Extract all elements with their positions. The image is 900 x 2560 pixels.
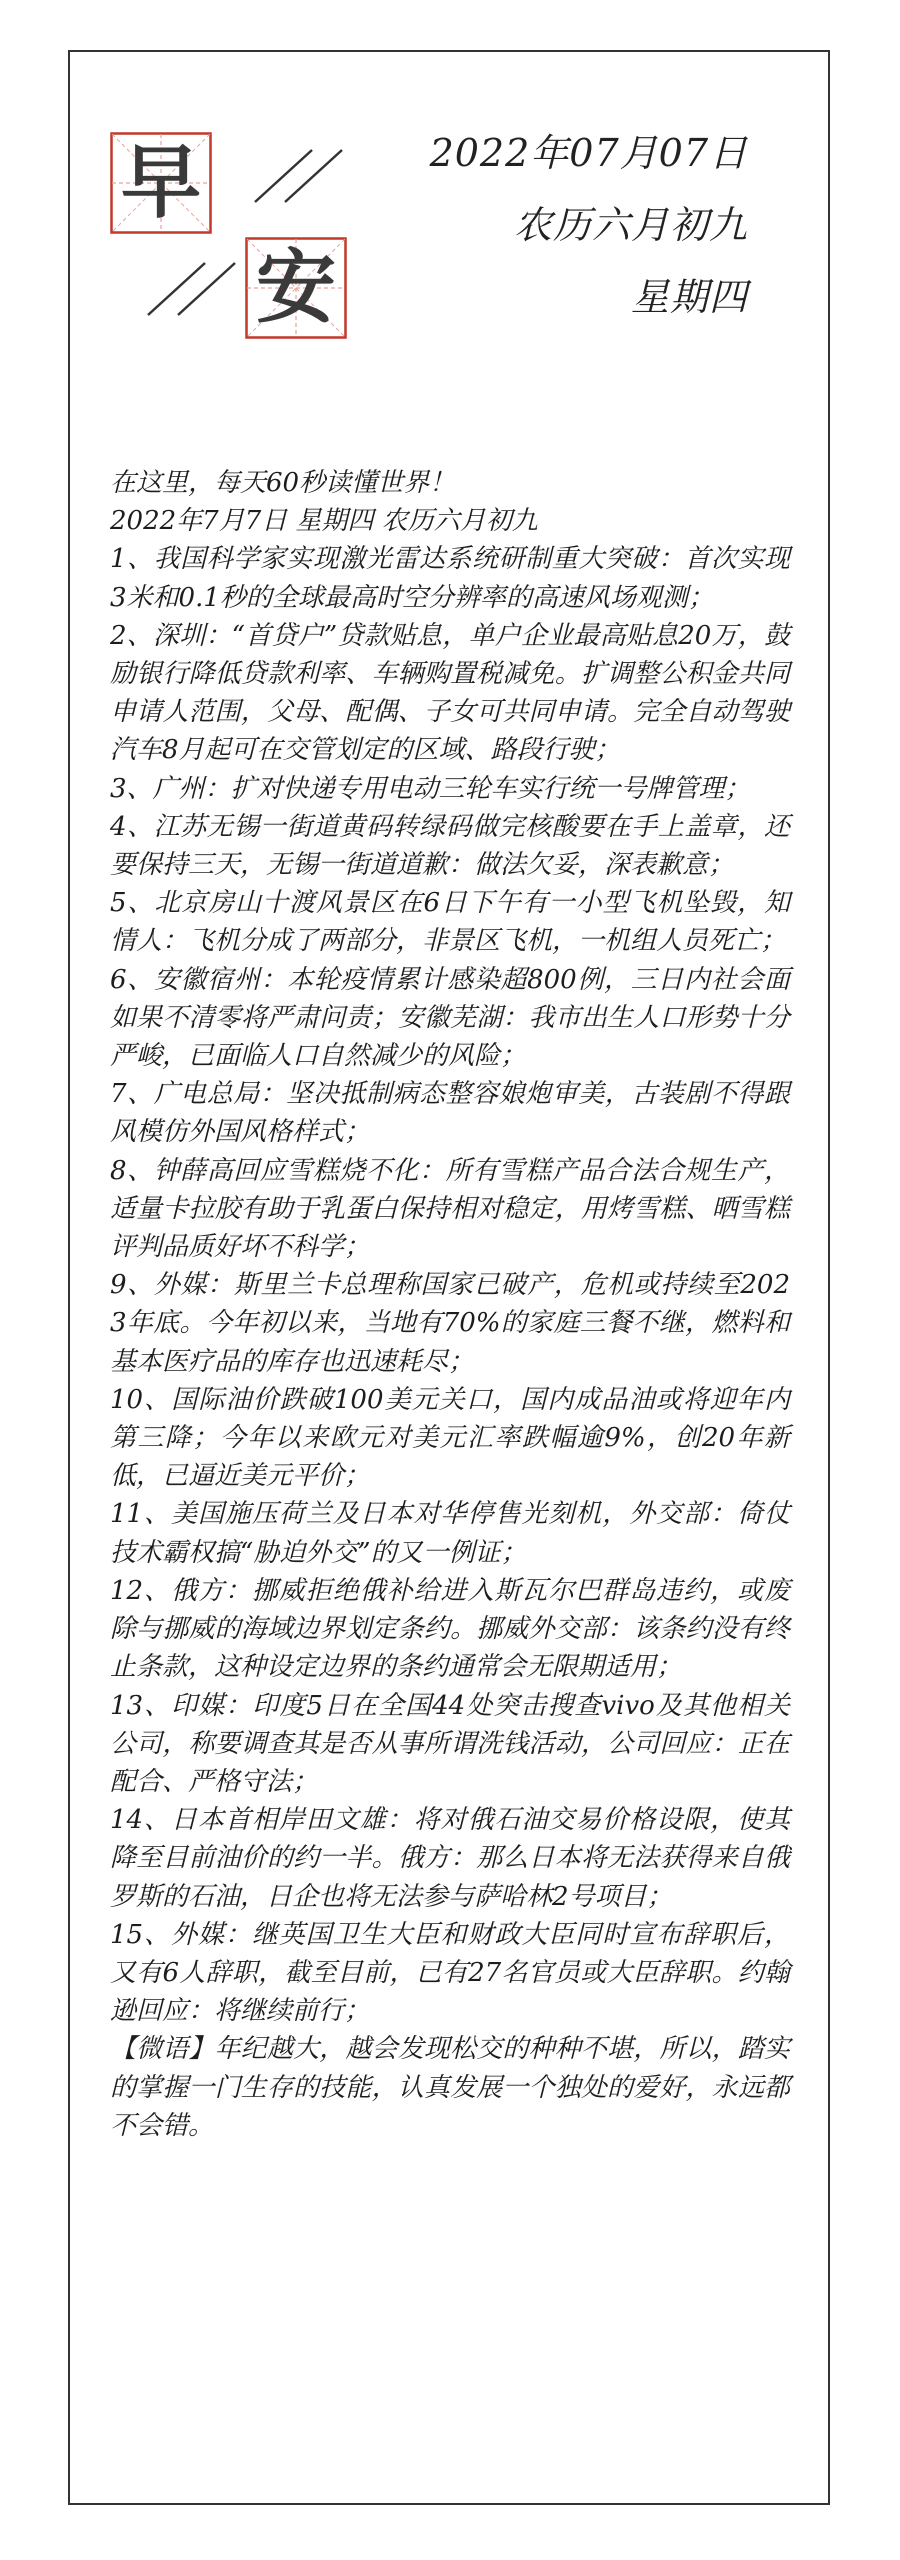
- news-item: 12、俄方：挪威拒绝俄补给进入斯瓦尔巴群岛违约，或废除与挪威的海域边界划定条约。挪威外交部：该条约没有终止条款，这种设定边界的条约通常会无限期适用；: [110, 1575, 790, 1683]
- news-item: 8、钟薛高回应雪糕烧不化：所有雪糕产品合法合规生产，适量卡拉胶有助于乳蛋白保持相对稳定，用烤雪糕、晒雪糕评判品质好坏不科学；: [110, 1155, 790, 1263]
- date-block: [429, 131, 748, 350]
- news-item: 11、美国施压荷兰及日本对华停售光刻机，外交部：倚仗技术霸权搞“胁迫外交”的又一例证；: [110, 1499, 790, 1568]
- news-item: 2、深圳：“首贷户”贷款贴息，单户企业最高贴息20万，鼓励银行降低贷款利率、车辆购置税减免。扩调整公积金共同申请人范围，父母、配偶、子女可共同申请。完全自动驾驶汽车8月起可在交管划定的区域、路段行驶；: [110, 620, 790, 766]
- news-item: 13、印媒：印度5日在全国44处突击搜查vivo及其他相关公司，称要调查其是否从事所谓洗钱活动，公司回应：正在配合、严格守法；: [110, 1690, 790, 1797]
- an-grid-box: [245, 237, 347, 339]
- news-item: 15、外媒：继英国卫生大臣和财政大臣同时宣布辞职后，又有6人辞职，截至目前，已有27名官员或大臣辞职。约翰逊回应：将继续前行；: [110, 1919, 790, 2027]
- gregorian-date: 2022年07月07日: [429, 131, 748, 175]
- slash-line: [255, 150, 312, 202]
- slash-line: [148, 263, 205, 315]
- slash-line: [178, 263, 235, 315]
- slash-line: [285, 150, 342, 202]
- lunar-date: 农历六月初九: [513, 203, 748, 247]
- news-item: 3、广州：扩对快递专用电动三轮车实行统一号牌管理；: [110, 773, 751, 804]
- intro-line: 在这里，每天60秒读懂世界！: [110, 468, 456, 498]
- news-item: 7、广电总局：坚决抵制病态整容娘炮审美，古装剧不得跟风模仿外国风格样式；: [110, 1079, 790, 1148]
- weekday: 星期四: [630, 275, 748, 319]
- greeting-char-an: 安: [256, 241, 336, 334]
- header: [70, 52, 828, 412]
- zao-grid-box: [110, 132, 212, 234]
- page-frame: [68, 50, 830, 2505]
- news-item: 9、外媒：斯里兰卡总理称国家已破产，危机或持续至2023年底。今年初以来，当地有70%的家庭三餐不继，燃料和基本医疗品的库存也迅速耗尽；: [110, 1270, 790, 1377]
- news-item: 10、国际油价跌破100美元关口，国内成品油或将迎年内第三降；今年以来欧元对美元汇率跌幅逾9%，创20年新低，已逼近美元平价；: [110, 1384, 790, 1492]
- news-content: [110, 464, 790, 2145]
- news-item: 14、日本首相岸田文雄：将对俄石油交易价格设限，使其降至目前油价的约一半。俄方：那么日本将无法获得来自俄罗斯的石油，日企也将无法参与萨哈林2号项目；: [110, 1805, 790, 1912]
- dateline: 2022年7月7日 星期四 农历六月初九: [110, 506, 538, 537]
- news-item: 1、我国科学家实现激光雷达系统研制重大突破：首次实现3米和0.1秒的全球最高时空分辨率的高速风场观测；: [110, 544, 790, 613]
- news-item: 5、北京房山十渡风景区在6日下午有一小型飞机坠毁，知情人：飞机分成了两部分，非景区飞机，一机组人员死亡；: [110, 888, 790, 957]
- micro-quote: 【微语】年纪越大，越会发现松交的种种不堪，所以，踏实的掌握一门生存的技能，认真发展一个独处的爱好，永远都不会错。: [110, 2034, 790, 2141]
- greeting-char-zao: 早: [121, 136, 201, 229]
- news-item: 6、安徽宿州：本轮疫情累计感染超800例，三日内社会面如果不清零将严肃问责；安徽芜湖：我市出生人口形势十分严峻，已面临人口自然减少的风险；: [110, 964, 790, 1072]
- news-item: 4、江苏无锡一街道黄码转绿码做完核酸要在手上盖章，还要保持三天，无锡一街道道歉：做法欠妥，深表歉意；: [110, 811, 790, 881]
